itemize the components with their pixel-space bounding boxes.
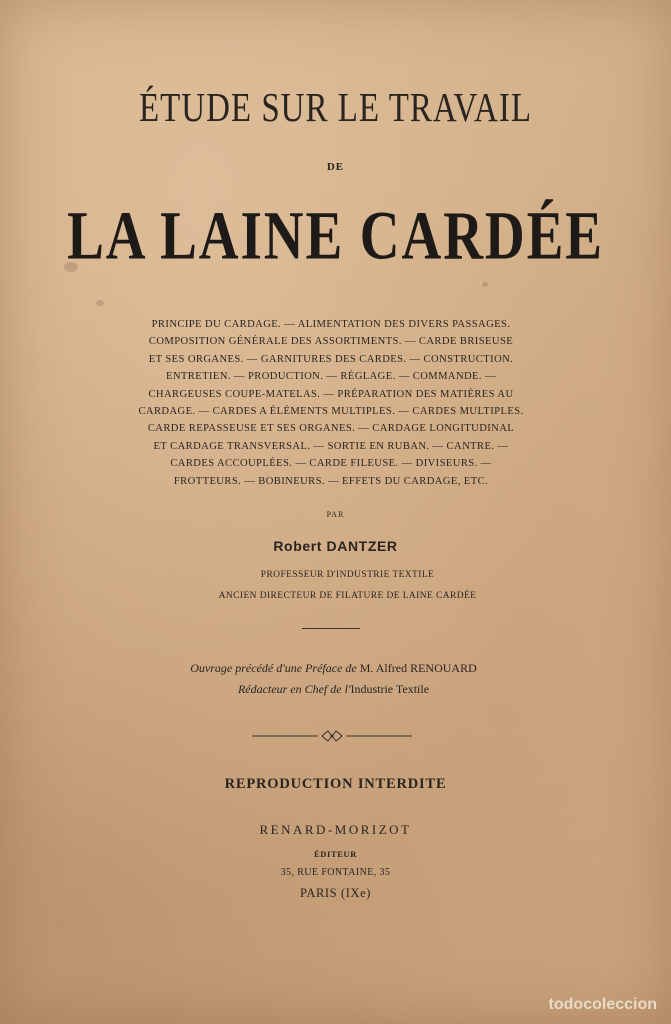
- contents-line: CARDES ACCOUPLÉES. — CARDE FILEUSE. — DIVISEURS. —: [170, 458, 492, 470]
- preface-line-1-italic: Ouvrage précédé d'une Préface de: [190, 661, 357, 675]
- publisher-name: RENARD-MORIZOT: [259, 822, 412, 837]
- par-label: PAR: [326, 510, 345, 519]
- publisher-address: 35, RUE FONTAINE, 35: [280, 867, 391, 878]
- reproduction-notice: REPRODUCTION INTERDITE: [224, 776, 447, 792]
- ornament-divider: [252, 729, 412, 743]
- publisher-role: ÉDITEUR: [314, 849, 357, 859]
- author-role-1: PROFESSEUR D'INDUSTRIE TEXTILE: [260, 570, 435, 580]
- main-title: LA LAINE CARDÉE: [67, 197, 604, 274]
- contents-line: ET CARDAGE TRANSVERSAL. — SORTIE EN RUBAN. — CANTRE. —: [153, 440, 509, 452]
- contents-line: ENTRETIEN. — PRODUCTION. — RÉGLAGE. — COMMANDE. —: [165, 371, 497, 383]
- title-de: DE: [326, 161, 345, 173]
- preface-author: M. Alfred RENOUARD: [359, 661, 477, 675]
- preface-line-1: [0, 661, 669, 676]
- contents-line: ET SES ORGANES. — GARNITURES DES CARDES. — CONSTRUCTION.: [148, 353, 514, 365]
- contents-line: CHARGEUSES COUPE-MATELAS. — PRÉPARATION DES MATIÈRES AU: [148, 388, 514, 400]
- preface-line-2-italic: Rédacteur en Chef de l': [237, 682, 351, 696]
- contents-line: CARDE REPASSEUSE ET SES ORGANES. — CARDAGE LONGITUDINAL: [147, 423, 515, 435]
- preface-line-2: [0, 682, 669, 697]
- contents-line: CARDAGE. — CARDES A ÉLÉMENTS MULTIPLES. — CARDES MULTIPLES.: [138, 406, 524, 418]
- paper-stain: [482, 282, 488, 287]
- contents-line: FROTTEURS. — BOBINEURS. — EFFETS DU CARDAGE, ETC.: [173, 475, 489, 487]
- contents-summary: [128, 316, 534, 490]
- preface-journal: Industrie Textile: [350, 682, 430, 696]
- author-role-2: ANCIEN DIRECTEUR DE FILATURE DE LAINE CARDÉE: [218, 591, 477, 601]
- title-line-1: ÉTUDE SUR LE TRAVAIL: [138, 86, 533, 131]
- divider-rule: [302, 628, 360, 629]
- publisher-city: PARIS (IXe): [299, 886, 372, 900]
- contents-line: PRINCIPE DU CARDAGE. — ALIMENTATION DES DIVERS PASSAGES.: [151, 319, 511, 330]
- author-name: Robert DANTZER: [273, 538, 398, 554]
- watermark-logo: todocoleccion: [548, 996, 657, 1013]
- paper-stain: [96, 300, 104, 306]
- contents-line: COMPOSITION GÉNÉRALE DES ASSORTIMENTS. — CARDE BRISEUSE: [148, 336, 514, 348]
